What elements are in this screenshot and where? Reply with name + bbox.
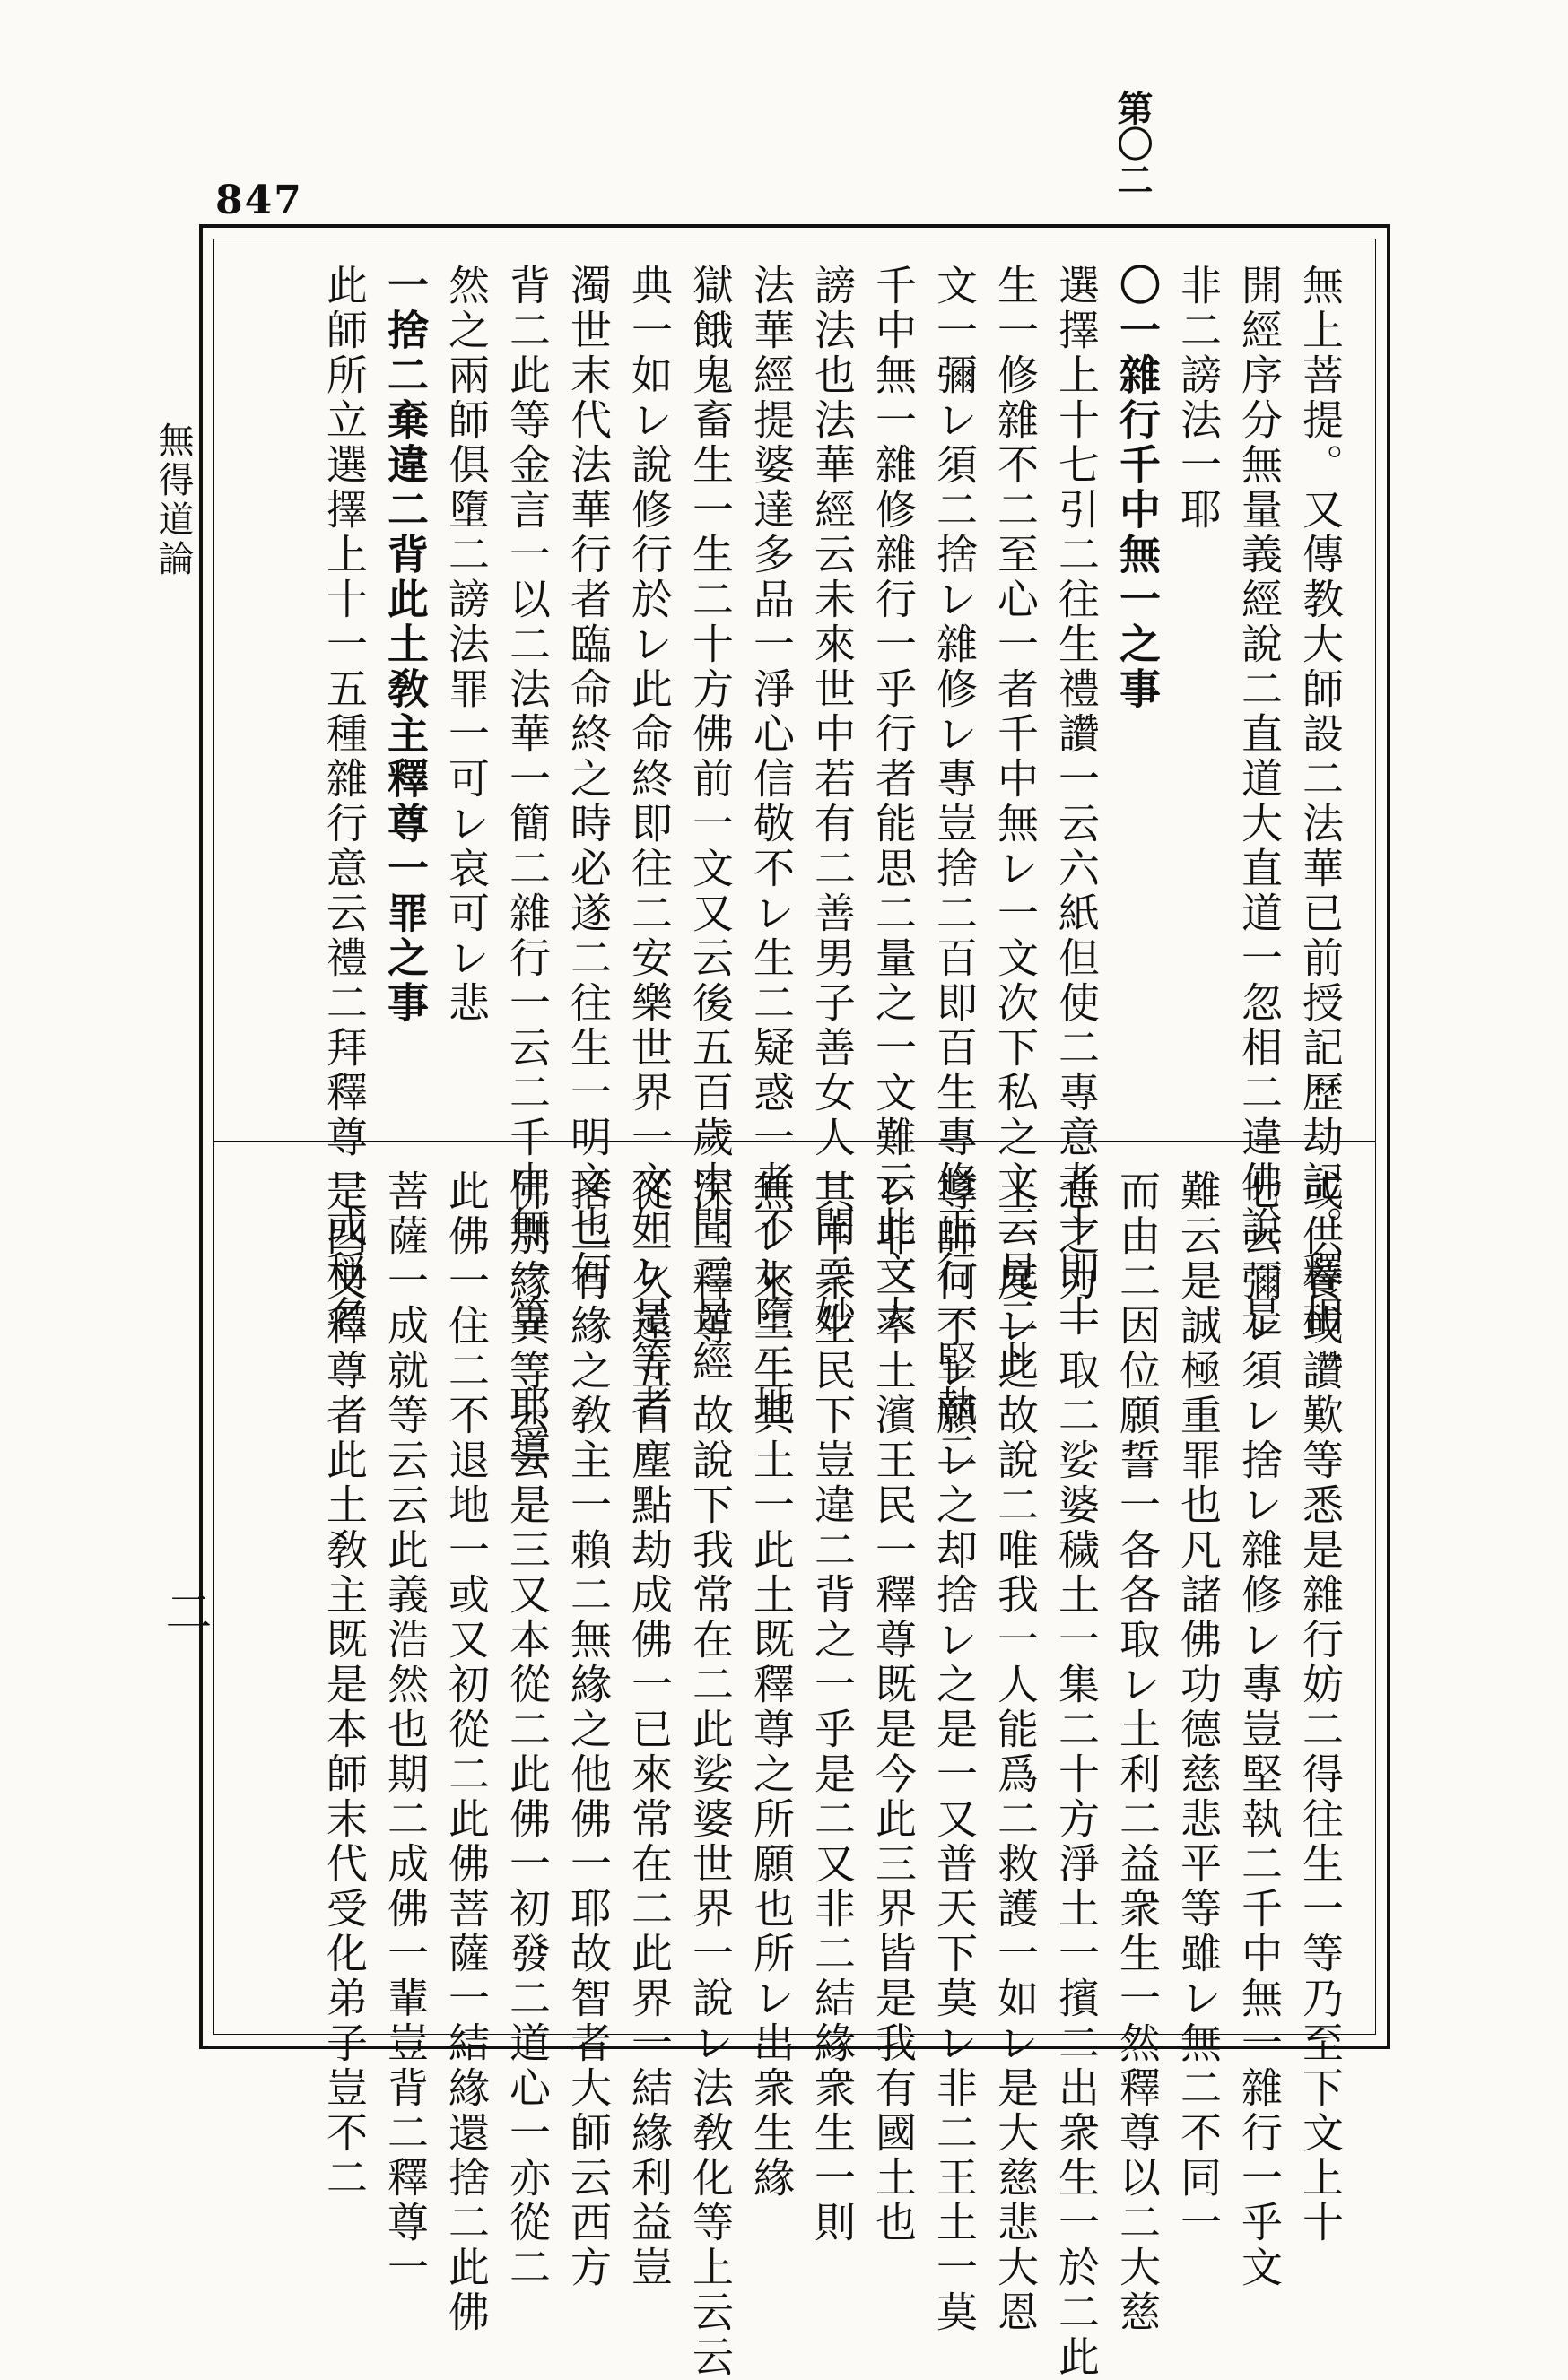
upper-column: 謗法也法華經云未來世中若有二善男子善女人一聞二妙 (808, 264, 857, 1340)
section-heading: 〇一雜行千中無一之事 (1113, 264, 1162, 712)
upper-column: 千中無一雜修雜行一乎行者能思二量之一文難云此文大 (869, 264, 918, 1340)
lower-column: 難云是誠極重罪也凡諸佛功德慈悲平等雖レ無二不同一 (1174, 1169, 1223, 2245)
register-divider (213, 1141, 1376, 1142)
section-heading: 一捨二棄違二背此土敎主釋尊一罪之事 (381, 264, 430, 1026)
upper-column: 然之兩師俱墮二謗法罪一可レ哀可レ悲 (442, 264, 491, 1026)
upper-column: 典一如レ說修行於レ此命終即往二安樂世界一文如レ是等者 (625, 264, 674, 1429)
upper-column: 獄餓鬼畜生一生二十方佛前一文又云後五百歲中聞二是經 (686, 264, 735, 1385)
upper-column: 濁世末代法華行者臨命終之時必遂二往生一明文也何 (564, 264, 613, 1295)
upper-column: 無上菩提。又傳教大師設二法華已前授記歷劫記。釋相一 (1296, 264, 1345, 1385)
lower-column: 導師何不レ願レ之却捨レ之是一又普天下莫レ非二王土一莫 (930, 1169, 979, 2335)
upper-column: 法華經提婆達多品一淨心信敬不レ生二疑惑一者不レ墮二地 (747, 264, 796, 1429)
lower-column: 而由二因位願誓一各各取レ土利二益衆生一然釋尊以二大慈 (1113, 1169, 1162, 2335)
upper-column: 生一修雜不二至心一者千中無レ一文次下私之文云見二此 (991, 264, 1040, 1385)
upper-column: 此師所立選擇上十一五種雜行意云禮二拜釋尊一或稱名 (320, 264, 369, 1340)
section-label: 第〇二 (1111, 90, 1154, 197)
page-number: 847 (215, 178, 303, 223)
upper-column: 開經序分無量義經說二直道大直道一忽相二違佛說一是 (1235, 264, 1284, 1340)
lower-column: 土一度レ之故說二唯我一人能爲二救護一如レ是大慈悲大恩 (991, 1169, 1040, 2335)
upper-column: 文一彌レ須二捨レ雜修レ專豈捨二百即百生專修正行一堅執二 (930, 264, 979, 1474)
lower-column: 七云彌レ須レ捨レ雜修レ專豈堅執二千中無一雜行一乎文 (1235, 1169, 1284, 2290)
lower-column: 悲之力一取二娑婆穢土一集二十方淨土一擯二出衆生一於二此 (1052, 1169, 1101, 2380)
upper-column: 非二謗法一耶 (1174, 264, 1223, 533)
text-frame (199, 224, 1390, 2380)
running-title: 無得道論 (152, 421, 194, 579)
upper-column: 背二此等金言一以二法華一簡二雜行一云二千中無一等一耶導 (503, 264, 552, 1474)
upper-column: 選擇上十七引二往生禮讚一云六紙但使二專意者十即十 (1052, 264, 1101, 1340)
lower-column: 佛別緣異等云云是三又本從二此佛一初發二道心一亦從二 (503, 1169, 552, 2290)
lower-register (239, 1169, 1351, 2380)
lower-column: 其中衆生民下豈違二背之一乎是二又非二結緣衆生一則 (808, 1169, 857, 2245)
lower-column: 是四又釋尊者此土敎主既是本師末代受化弟子豈不二 (320, 1169, 369, 2201)
lower-column: 深二釋尊一故說下我常在二此娑婆世界一說レ法敎化等上云云 (686, 1169, 735, 2380)
lower-column: 此佛一住二不退地一或又初從二此佛菩薩一結緣還捨二此佛 (442, 1169, 491, 2335)
lower-column: 從二久遠五百塵點劫成佛一已來常在二此界一結緣利益豈 (625, 1169, 674, 2290)
lower-column: 捨二有緣之敎主一賴二無緣之他佛一耶故智者大師云西方 (564, 1169, 613, 2290)
lower-column: レ非二率土濱王民一釋尊既是今此三界皆是我有國土也 (869, 1169, 918, 2245)
folio-number: 二 (157, 1587, 211, 1634)
lower-column: 菩薩一成就等云云此義浩然也期二成佛一輩豈背二釋尊一 (381, 1169, 430, 2290)
lower-column: 無レ來二生其土一此土既釋尊之所願也所レ出衆生緣 (747, 1169, 796, 2201)
lower-column: 或供養或讚歎等悉是雜行妨二得往生一等乃至下文上十 (1296, 1169, 1345, 2245)
upper-register (239, 264, 1351, 1474)
